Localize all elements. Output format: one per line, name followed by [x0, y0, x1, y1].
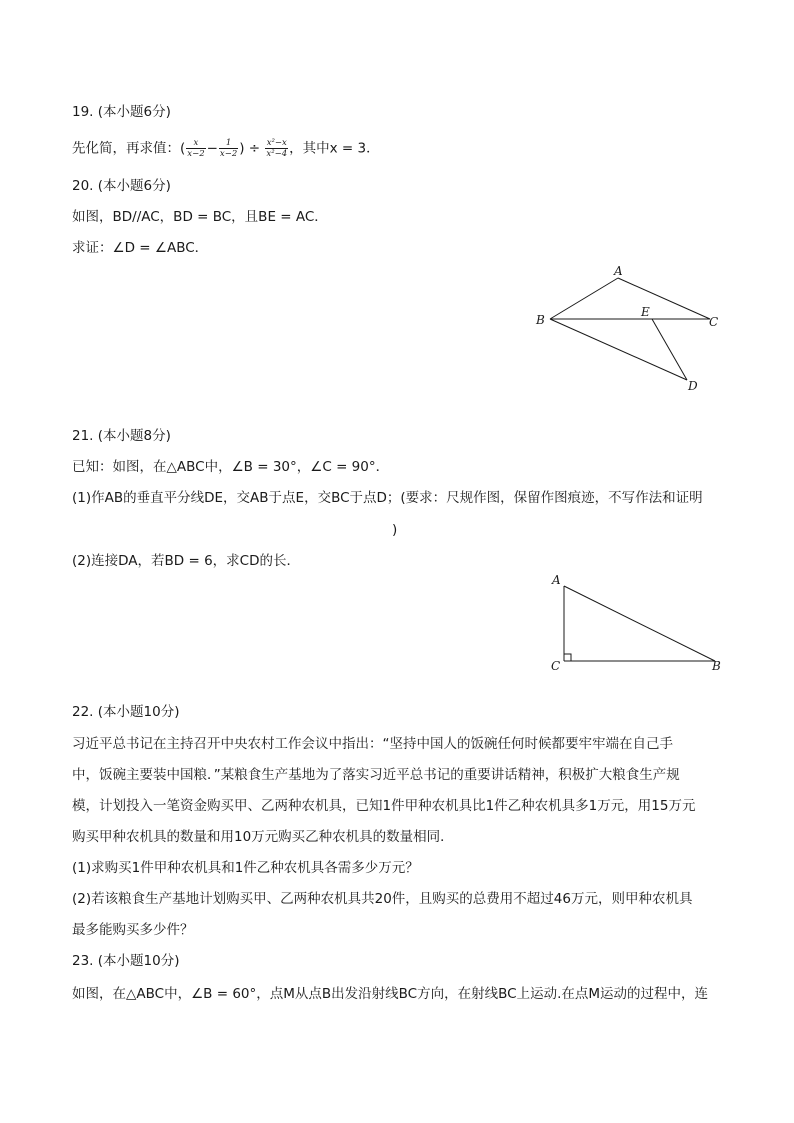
q20-given: 如图，BD//AC，BD = BC，且BE = AC．: [72, 209, 328, 225]
q20-label-b: B: [536, 313, 545, 327]
q22-text-line-4: 购买甲种农机具的数量和用10万元购买乙种农机具的数量相同．: [72, 829, 454, 845]
q22-part1: (1)求购买1件甲种农机具和1件乙种农机具各需多少万元？: [72, 860, 419, 876]
q19-header: 19. (本小题6分): [72, 104, 171, 120]
q19-fraction-1: $\frac{x}{x-2}$: [187, 138, 205, 159]
q21-part2: (2)连接DA，若BD = 6，求CD的长．: [72, 553, 300, 569]
q19-paren-div: ) ÷: [239, 140, 265, 157]
q21-part1-close: ): [392, 522, 398, 538]
q20-label-c: C: [709, 315, 719, 329]
q20-label-d: D: [688, 379, 698, 393]
q23-text-line-1: 如图，在△ABC中，∠B = 60°，点M从点B出发沿射线BC方向，在射线BC上运动.在点M运动的过程中，连: [72, 986, 709, 1002]
q20-header: 20. (本小题6分): [72, 178, 171, 194]
q21-right-triangle-diagram: [545, 570, 735, 680]
q20-label-e: E: [641, 305, 650, 319]
q21-label-c: C: [551, 659, 561, 673]
q20-label-a: A: [614, 264, 623, 278]
q21-label-b: B: [712, 659, 721, 673]
q21-given: 已知：如图，在△ABC中，∠B = 30°，∠C = 90°．: [72, 459, 390, 475]
q19-suffix: ，其中x = 3．: [289, 140, 380, 157]
q19-prefix: 先化简，再求值：(: [72, 140, 186, 157]
q21-header: 21. (本小题8分): [72, 428, 171, 444]
q22-part2-cont: 最多能购买多少件？: [72, 922, 194, 938]
q22-text-line-3: 模，计划投入一笔资金购买甲、乙两种农机具，已知1件甲种农机具比1件乙种农机具多1万元，用15万元: [72, 798, 696, 814]
q20-prove: 求证：∠D = ∠ABC．: [72, 240, 209, 256]
q19-fraction-2: $\frac{1}{x-2}$: [219, 138, 238, 159]
q23-header: 23. (本小题10分): [72, 953, 180, 969]
q20-triangle-diagram: [530, 262, 730, 397]
q19-minus: −: [206, 140, 218, 157]
q22-header: 22. (本小题10分): [72, 704, 180, 720]
q19-fraction-3: $\frac{\text{x²−x}}{\text{x²−4}}$: [266, 138, 288, 159]
q22-part2: (2)若该粮食生产基地计划购买甲、乙两种农机具共20件，且购买的总费用不超过46万元，则甲种农机具: [72, 891, 693, 907]
q22-text-line-1: 习近平总书记在主持召开中央农村工作会议中指出：“坚持中国人的饭碗任何时候都要牢牢端在自己手: [72, 736, 673, 752]
q21-label-a: A: [552, 573, 561, 587]
q22-text-line-2: 中，饭碗主要装中国粮．”某粮食生产基地为了落实习近平总书记的重要讲话精神，积极扩大粮食生产规: [72, 767, 680, 783]
q21-part1: (1)作AB的垂直平分线DE，交AB于点E，交BC于点D；(要求：尺规作图，保留作图痕迹，不写作法和证明: [72, 490, 703, 506]
q19-expression: [72, 138, 380, 159]
